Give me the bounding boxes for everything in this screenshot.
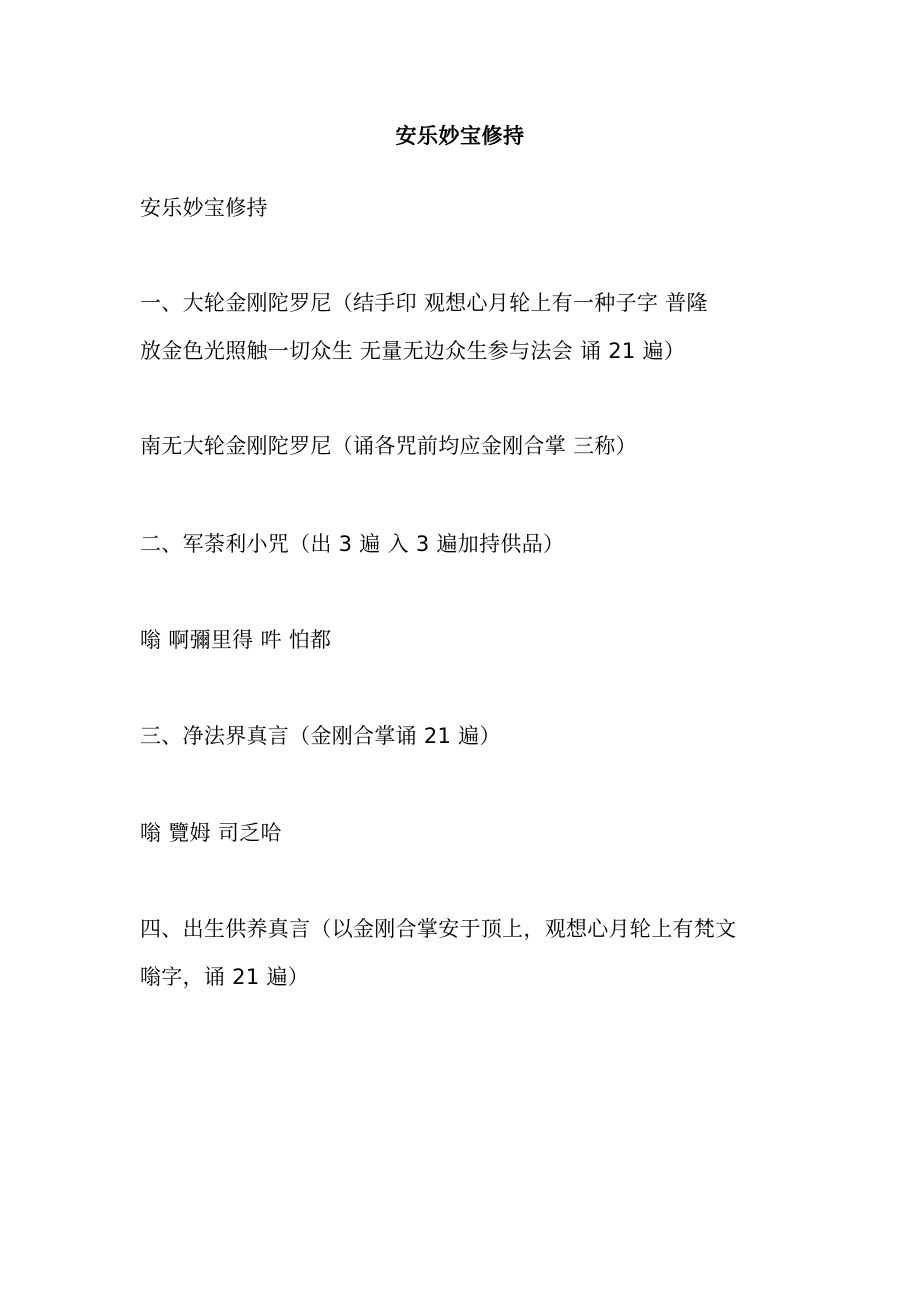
paragraph-line: 嗡 啊彌里得 吽 怕都: [140, 628, 332, 652]
paragraph-section-4: [140, 905, 800, 1001]
paragraph-mantra-3: [140, 809, 800, 857]
paragraph-mantra-2: [140, 616, 800, 664]
document-title: 安乐妙宝修持: [395, 124, 525, 148]
paragraph-section-3: [140, 712, 800, 760]
paragraph-section-2: [140, 520, 800, 568]
paragraph-section-1: [140, 279, 800, 375]
paragraph-line: 嗡 覽姆 司乏哈: [140, 821, 282, 845]
paragraph-heading: [140, 184, 800, 232]
paragraph-line: 四、出生供养真言（以金刚合掌安于顶上，观想心月轮上有梵文: [140, 917, 737, 941]
paragraph-line: 三、净法界真言（金刚合掌诵 21 遍）: [140, 724, 501, 748]
paragraph-line: 一、大轮金刚陀罗尼（结手印 观想心月轮上有一种子字 普隆: [140, 291, 708, 315]
paragraph-line: 南无大轮金刚陀罗尼（诵各咒前均应金刚合掌 三称）: [140, 434, 637, 458]
paragraph-line: 安乐妙宝修持: [140, 196, 268, 220]
paragraph-mantra-title: [140, 422, 800, 470]
paragraph-line: 二、军荼利小咒（出 3 遍 入 3 遍加持供品）: [140, 532, 565, 556]
paragraph-line: 放金色光照触一切众生 无量无边众生参与法会 诵 21 遍）: [140, 339, 686, 363]
paragraph-line: 嗡字，诵 21 遍）: [140, 965, 310, 989]
